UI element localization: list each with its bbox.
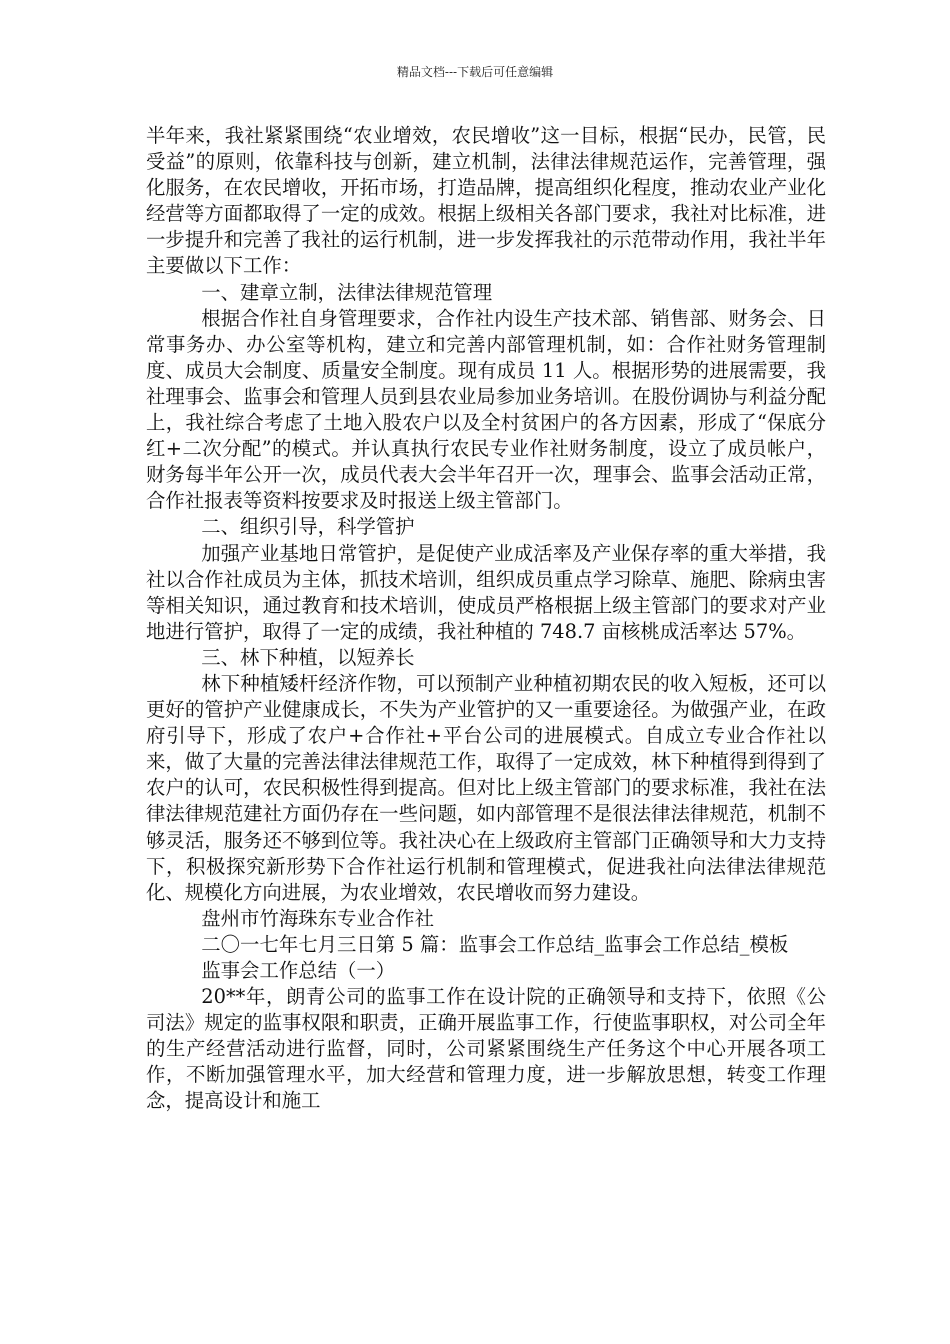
signature-organization: 盘州市竹海珠东专业合作社: [201, 906, 434, 930]
page-header: 精品文档---下载后可任意编辑: [396, 65, 554, 79]
body-paragraph: 20**年，朗青公司的监事工作在设计院的正确领导和支持下，依照《公司法》规定的监事权限和职责，正确开展监事工作，行使监事职权，对公司全年的生产经营活动进行监督，同时，公司紧紧围绕生产任务这个中心开展各项工作，不断加强管理水平，加大经营和管理力度，进一步解放思想，转变工作理念，提高设计和施工: [146, 985, 826, 1113]
date-and-article-title: 二〇一七年七月三日第 5 篇：监事会工作总结_监事会工作总结_模板: [201, 932, 789, 956]
intro-paragraph: 半年来，我社紧紧围绕“农业增效，农民增收”这一目标，根据“民办，民管，民受益”的原则，依靠科技与创新，建立机制，法律法律规范运作，完善管理，强化服务，在农民增收，开拓市场，打造品牌，提高组织化程度，推动农业产业化经营等方面都取得了一定的成效。根据上级相关各部门要求，我社对比标准，进一步提升和完善了我社的运行机制，进一步发挥我社的示范带动作用，我社半年主要做以下工作：: [146, 124, 826, 278]
document-body: [146, 123, 826, 1115]
section-heading-2: 二、组织引导，科学管护: [201, 515, 415, 539]
section-heading-3: 三、林下种植，以短养长: [201, 645, 415, 669]
section-heading-1: 一、建章立制，法律法律规范管理: [201, 280, 493, 304]
subsection-title: 监事会工作总结（一）: [201, 959, 396, 982]
body-paragraph: 加强产业基地日常管护，是促使产业成活率及产业保存率的重大举措，我社以合作社成员为主体，抓技术培训，组织成员重点学习除草、施肥、除病虫害等相关知识，通过教育和技术培训，使成员严格根据上级主管部门的要求对产业地进行管护，取得了一定的成绩，我社种植的 748.7 亩核桃成活率达 57%。: [146, 541, 826, 643]
body-paragraph: 根据合作社自身管理要求，合作社内设生产技术部、销售部、财务会、日常事务办、办公室等机构，建立和完善内部管理机制，如：合作社财务管理制度、成员大会制度、质量安全制度。现有成员 11 人。根据形势的进展需要，我社理事会、监事会和管理人员到县农业局参加业务培训。在股份调协与利益分配上，我社综合考虑了土地入股农户以及全村贫困户的各方因素，形成了“保底分红+二次分配”的模式。并认真执行农民专业作社财务制度，设立了成员帐户，财务每半年公开一次，成员代表大会半年召开一次，理事会、监事会活动正常，合作社报表等资料按要求及时报送上级主管部门。: [146, 306, 826, 513]
body-paragraph: 林下种植矮杆经济作物，可以预制产业种植初期农民的收入短板，还可以更好的管护产业健康成长，不失为产业管护的又一重要途径。为做强产业，在政府引导下，形成了农户+合作社+平台公司的进展模式。自成立专业合作社以来，做了大量的完善法律法律规范工作，取得了一定成效，林下种植得到得到了农户的认可，农民积极性得到提高。但对比上级主管部门的要求标准，我社在法律法律规范建社方面仍存在一些问题，如内部管理不是很法律法律规范，机制不够灵活，服务还不够到位等。我社决心在上级政府主管部门正确领导和大力支持下，积极探究新形势下合作社运行机制和管理模式，促进我社向法律法律规范化、规模化方向进展，为农业增效，农民增收而努力建设。: [146, 671, 826, 904]
